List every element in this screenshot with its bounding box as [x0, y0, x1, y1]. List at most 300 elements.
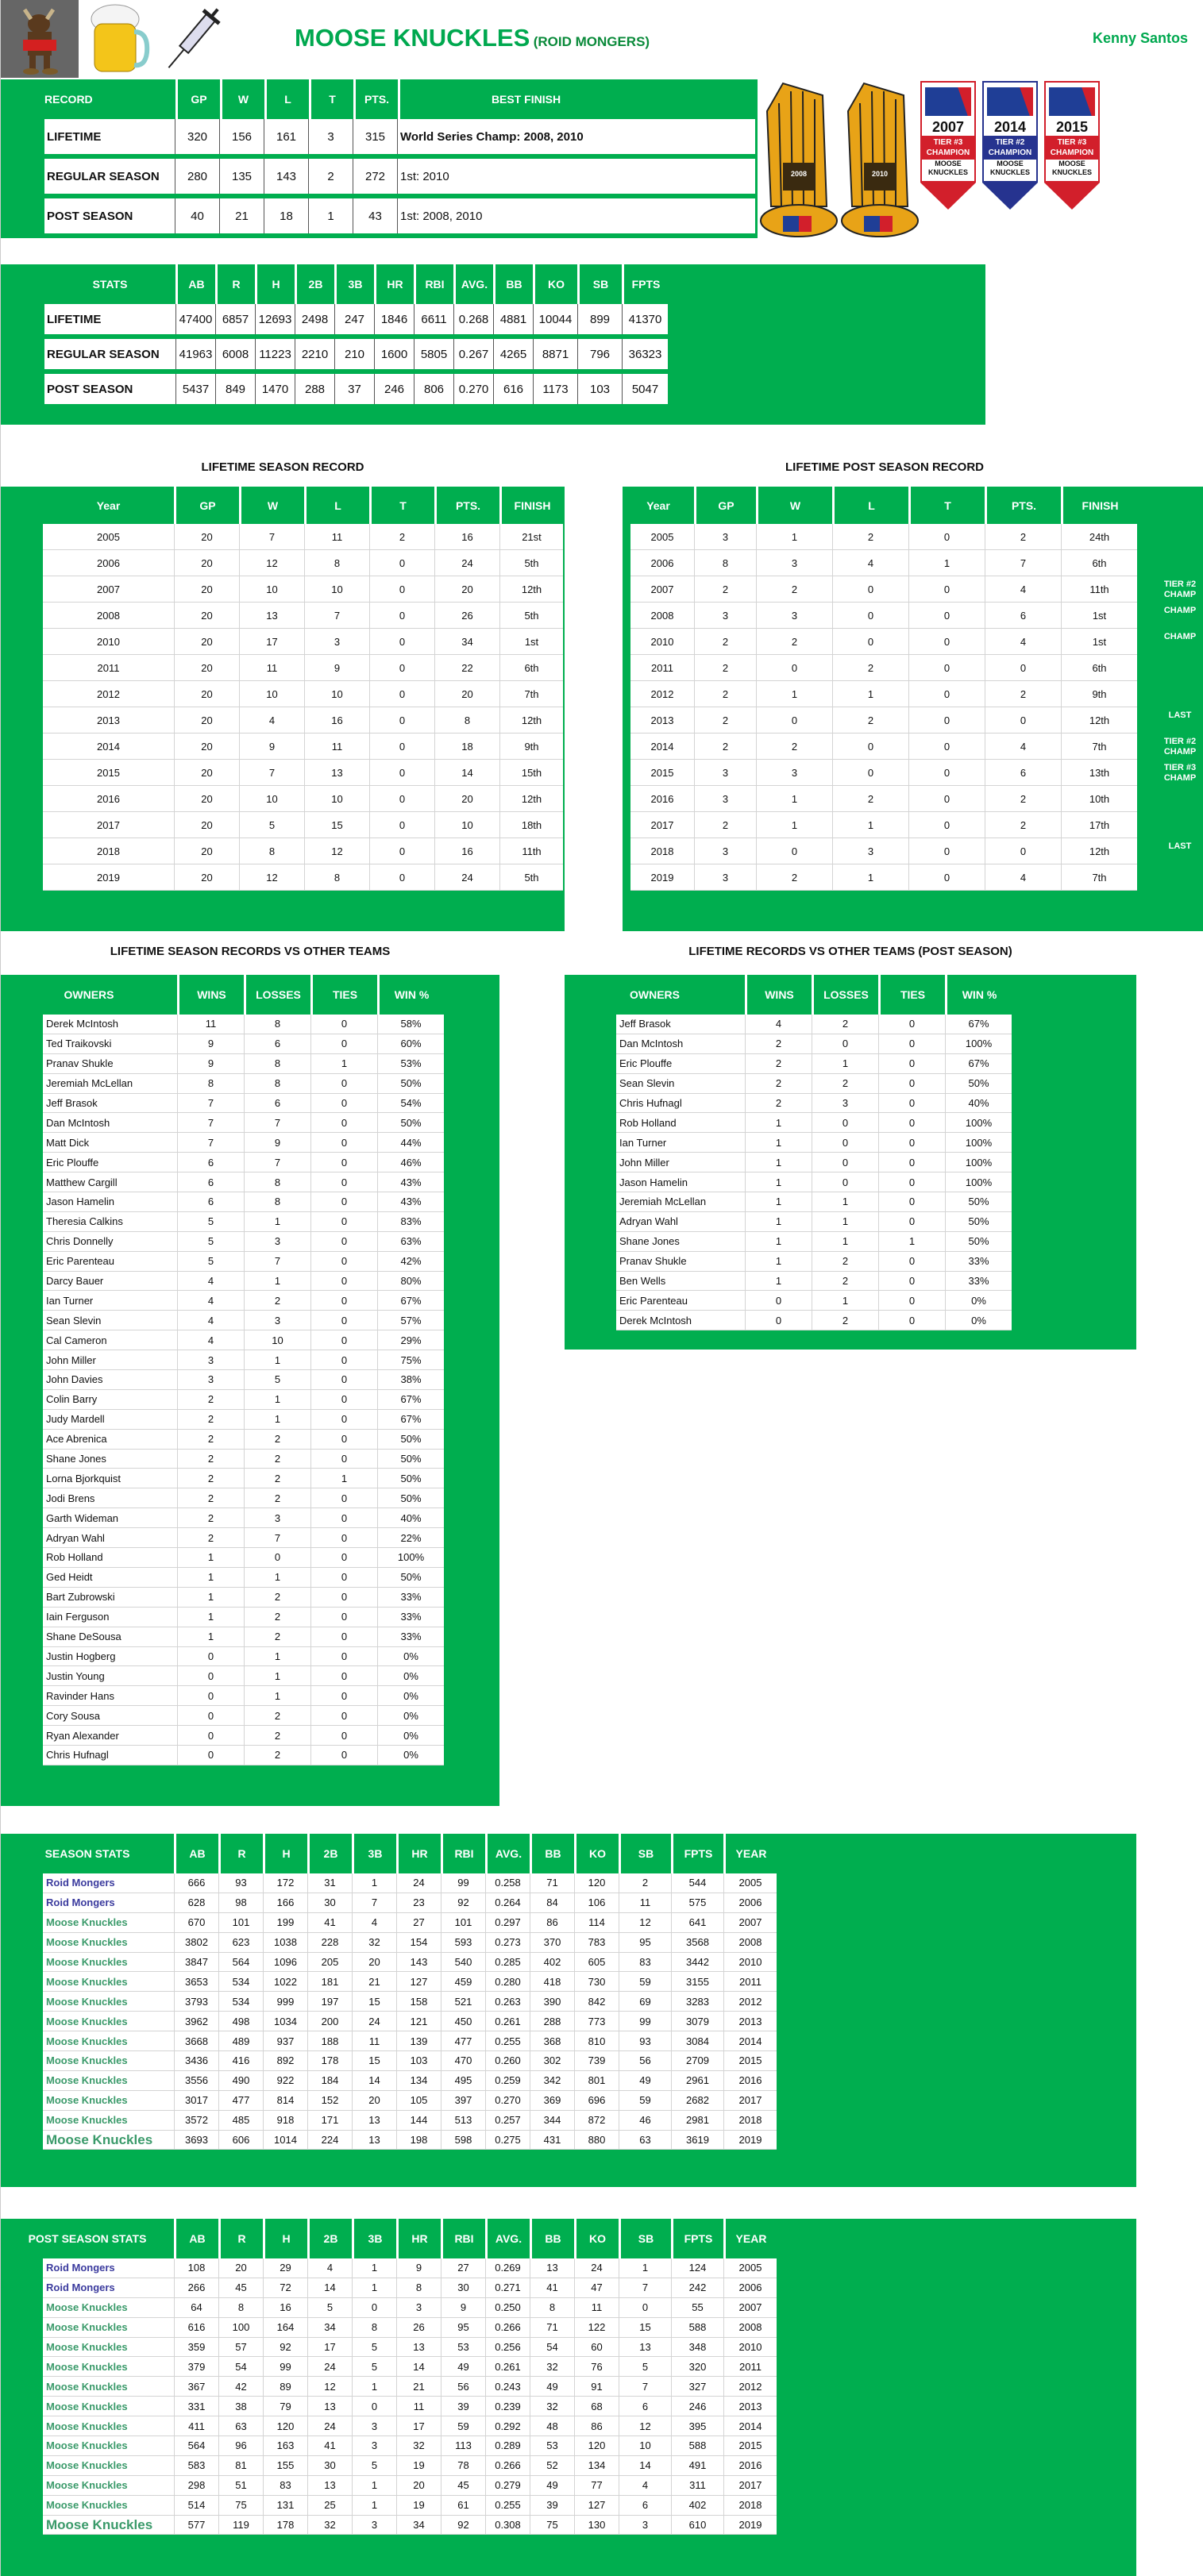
cell: 3	[694, 864, 756, 890]
cell: 1	[244, 1410, 310, 1429]
row-label: Darcy Bauer	[46, 1275, 104, 1288]
cell: 773	[574, 2012, 619, 2031]
cell: 120	[263, 2416, 307, 2435]
table-row	[630, 864, 1137, 891]
cell: 0.239	[485, 2397, 530, 2416]
cell: 5805	[414, 339, 453, 369]
table-row	[43, 1913, 777, 1933]
col-header: FPTS	[622, 264, 668, 304]
table-row	[43, 524, 563, 550]
cell: 13	[307, 2397, 352, 2416]
cell: 2	[832, 524, 908, 549]
cell: 3	[756, 603, 832, 628]
table-row	[43, 550, 563, 576]
cell: 20	[174, 603, 239, 628]
cell: 7	[304, 603, 369, 628]
cell: 796	[577, 339, 622, 369]
cell: 83%	[377, 1212, 444, 1231]
cell: 3	[177, 1370, 244, 1389]
cell: 2006	[723, 2278, 777, 2297]
row-label: 2011	[651, 661, 673, 674]
row-label: 2014	[97, 740, 120, 753]
best-finish: 1st: 2008, 2010	[397, 198, 755, 233]
cell: 96	[218, 2436, 263, 2455]
col-header: H	[263, 2219, 307, 2258]
col-header: L	[264, 79, 309, 119]
cell: 2	[694, 629, 756, 654]
table-row	[43, 603, 563, 629]
row-label: Moose Knuckles	[46, 1936, 128, 1949]
cell: 0	[369, 707, 434, 733]
table-row	[43, 1034, 444, 1054]
cell: 1	[745, 1192, 812, 1211]
cell: 3	[396, 2298, 441, 2317]
cell: 485	[218, 2111, 263, 2130]
cell: 0.289	[485, 2436, 530, 2455]
cell: 29%	[377, 1330, 444, 1350]
cell: 17th	[1061, 812, 1137, 837]
cell: 143	[264, 159, 308, 194]
cell: 0	[310, 1311, 377, 1330]
cell: 3693	[174, 2131, 218, 2150]
table-row	[630, 524, 1137, 550]
cell: 588	[671, 2318, 723, 2337]
cell: 1846	[374, 304, 414, 334]
cell: 49	[530, 2377, 574, 2396]
cell: 2	[694, 734, 756, 759]
cell: 0	[310, 1113, 377, 1132]
cell: 81	[218, 2456, 263, 2475]
cell: 1	[244, 1686, 310, 1705]
cell: 0.263	[485, 1992, 530, 2011]
cell: 75	[530, 2516, 574, 2535]
cell: 19	[396, 2456, 441, 2475]
cell: 0	[908, 734, 985, 759]
table-row	[43, 1094, 444, 1114]
cell: 21st	[499, 524, 563, 549]
cell: 6th	[1061, 550, 1137, 576]
cell: 2008	[723, 2318, 777, 2337]
cell: 20	[174, 786, 239, 811]
cell: 20	[174, 681, 239, 707]
cell: 0.259	[485, 2071, 530, 2090]
row-label: 2015	[97, 766, 120, 779]
cell: 57	[218, 2338, 263, 2357]
cell: 155	[263, 2456, 307, 2475]
row-label: Shane Jones	[619, 1235, 680, 1248]
table-row	[43, 1054, 444, 1074]
table-row	[630, 812, 1137, 838]
row-label: Judy Mardell	[46, 1413, 105, 1426]
cell: 48	[530, 2416, 574, 2435]
cell: 20	[434, 681, 499, 707]
table-row	[43, 1666, 444, 1686]
cell: 13th	[1061, 760, 1137, 785]
cell: 60	[574, 2338, 619, 2357]
table-row	[43, 1588, 444, 1608]
table-row	[43, 1627, 444, 1647]
cell: 3	[832, 838, 908, 864]
table-row	[43, 2031, 777, 2051]
cell: 7	[177, 1133, 244, 1152]
cell: 12th	[1061, 707, 1137, 733]
cell: 2017	[723, 2091, 777, 2110]
cell: 8	[304, 864, 369, 890]
cell: 3619	[671, 2131, 723, 2150]
table-row	[43, 1074, 444, 1094]
cell: 2	[694, 655, 756, 680]
cell: 2	[177, 1450, 244, 1469]
cell: 20	[396, 2476, 441, 2495]
cell: 16	[434, 524, 499, 549]
cell: 514	[174, 2496, 218, 2515]
cell: 83	[619, 1953, 671, 1972]
cell: 0	[310, 1746, 377, 1765]
team-name: MOOSE KNUCKLES	[295, 24, 530, 52]
cell: 575	[671, 1893, 723, 1912]
cell: 521	[441, 1992, 485, 2011]
cell: 0.260	[485, 2051, 530, 2070]
finish-note: LAST	[584, 815, 608, 825]
row-label: Jodi Brens	[46, 1492, 95, 1504]
cell: 3283	[671, 1992, 723, 2011]
cell: 1	[756, 681, 832, 707]
cell: 490	[218, 2071, 263, 2090]
cell: 0%	[377, 1666, 444, 1685]
cell: 2013	[723, 2397, 777, 2416]
cell: 17	[396, 2416, 441, 2435]
cell: 302	[530, 2051, 574, 2070]
season-stats-rows	[43, 1873, 777, 2150]
finish-note: CHAMP	[1163, 606, 1197, 615]
cell: 2	[745, 1094, 812, 1113]
cell: 4	[985, 629, 1061, 654]
cell: 801	[574, 2071, 619, 2090]
lifetime-post-rows	[630, 524, 1137, 891]
cell: 4	[177, 1291, 244, 1310]
cell: 8	[244, 1192, 310, 1211]
cell: 616	[174, 2318, 218, 2337]
banner-team: KNUCKLES	[927, 168, 968, 176]
cell: 14	[434, 760, 499, 785]
cell: 0	[908, 838, 985, 864]
cell: 0	[878, 1311, 945, 1330]
cell: 1	[619, 2258, 671, 2278]
col-header: GP	[694, 487, 756, 524]
cell: 0	[369, 838, 434, 864]
table-row	[43, 1153, 444, 1172]
cell: 2016	[723, 2456, 777, 2475]
row-label: Roid Mongers	[46, 1896, 115, 1909]
row-label: 2008	[97, 609, 120, 622]
cell: 2961	[671, 2071, 723, 2090]
col-header: YEAR	[723, 1834, 777, 1873]
row-label: Iain Ferguson	[46, 1611, 110, 1623]
table-row	[44, 374, 668, 409]
post-season-stats-header	[1, 2219, 777, 2258]
table-row	[43, 1488, 444, 1508]
col-header: FPTS	[671, 1834, 723, 1873]
table-row	[43, 2012, 777, 2031]
cell: 3017	[174, 2091, 218, 2110]
col-header: GP	[175, 79, 220, 119]
cell: 59	[441, 2416, 485, 2435]
col-header: SB	[577, 264, 622, 304]
cell: 144	[396, 2111, 441, 2130]
cell: 0	[177, 1726, 244, 1745]
cell: 892	[263, 2051, 307, 2070]
cell: 0.271	[485, 2278, 530, 2297]
table-row	[43, 1330, 444, 1350]
cell: 0.285	[485, 1953, 530, 1972]
cell: 0	[369, 734, 434, 759]
cell: 172	[263, 1873, 307, 1893]
cell: 21	[352, 1972, 396, 1991]
cell: 98	[218, 1893, 263, 1912]
cell: 1	[352, 1873, 396, 1893]
cell: 605	[574, 1953, 619, 1972]
cell: 2006	[723, 1893, 777, 1912]
cell: 0.256	[485, 2338, 530, 2357]
row-label: Matt Dick	[46, 1136, 90, 1149]
cell: 783	[574, 1933, 619, 1952]
cell: 470	[441, 2051, 485, 2070]
cell: 32	[530, 2397, 574, 2416]
cell: 0	[369, 603, 434, 628]
cell: 2012	[723, 2377, 777, 2396]
table-row	[43, 1528, 444, 1548]
cell: 11	[574, 2298, 619, 2317]
cell: 1	[244, 1647, 310, 1666]
cell: 0	[812, 1133, 878, 1152]
row-label: Moose Knuckles	[46, 2114, 128, 2127]
col-header: RBI	[441, 1834, 485, 1873]
row-label: Sean Slevin	[619, 1077, 675, 1090]
table-row	[43, 1350, 444, 1370]
cell: 95	[619, 1933, 671, 1952]
table-row	[43, 2318, 777, 2338]
cell: 0	[878, 1252, 945, 1271]
table-row	[43, 1647, 444, 1667]
col-header: AB	[174, 1834, 218, 1873]
col-header: WINS	[177, 975, 244, 1015]
cell: 2	[244, 1469, 310, 1488]
cell: 24	[434, 550, 499, 576]
cell: 0	[878, 1074, 945, 1093]
cell: 2015	[723, 2051, 777, 2070]
row-label: Cal Cameron	[46, 1334, 107, 1346]
cell: 1	[908, 550, 985, 576]
cell: 13	[619, 2338, 671, 2357]
row-label: Roid Mongers	[46, 2281, 115, 2294]
cell: 5	[177, 1232, 244, 1251]
cell: 899	[577, 304, 622, 334]
row-label: Jeff Brasok	[46, 1097, 98, 1109]
cell: 78	[441, 2456, 485, 2475]
cell: 29	[263, 2258, 307, 2278]
cell: 2	[812, 1252, 878, 1271]
cell: 0	[177, 1706, 244, 1725]
row-label: 2010	[97, 635, 120, 648]
cell: 61	[441, 2496, 485, 2515]
table-row	[43, 1706, 444, 1726]
cell: 1	[244, 1350, 310, 1369]
cell: 63	[218, 2416, 263, 2435]
cell: 2	[985, 786, 1061, 811]
banner-team: KNUCKLES	[989, 168, 1030, 176]
cell: 8	[244, 1074, 310, 1093]
cell: 33%	[945, 1272, 1012, 1291]
table-row	[43, 2131, 777, 2151]
cell: 80%	[377, 1272, 444, 1291]
cell: 2010	[723, 2338, 777, 2357]
table-row	[44, 198, 755, 238]
cell: 67%	[945, 1054, 1012, 1073]
table-row	[43, 1746, 444, 1765]
cell: 2498	[295, 304, 334, 334]
row-label: Moose Knuckles	[46, 1995, 128, 2008]
cell: 39	[530, 2496, 574, 2515]
cell: 0	[369, 550, 434, 576]
table-row	[616, 1054, 1012, 1074]
cell: 806	[414, 374, 453, 404]
table-row	[43, 681, 563, 707]
cell: 4881	[493, 304, 533, 334]
cell: 7	[239, 760, 304, 785]
cell: 402	[671, 2496, 723, 2515]
stats-rows	[44, 304, 668, 409]
cell: 15	[619, 2318, 671, 2337]
cell: 0	[878, 1192, 945, 1211]
cell: 103	[396, 2051, 441, 2070]
cell: 14	[619, 2456, 671, 2475]
row-label: Moose Knuckles	[46, 2400, 128, 2412]
table-row	[43, 1311, 444, 1330]
cell: 0	[310, 1350, 377, 1369]
cell: 7	[244, 1252, 310, 1271]
cell: 27	[441, 2258, 485, 2278]
cell: 6	[619, 2496, 671, 2515]
cell: 30	[307, 1893, 352, 1912]
col-header: HR	[396, 2219, 441, 2258]
col-header: RECORD	[44, 93, 93, 106]
cell: 0	[310, 1706, 377, 1725]
table-row	[43, 2377, 777, 2397]
cell: 50%	[377, 1074, 444, 1093]
cell: 2018	[723, 2111, 777, 2130]
cell: 327	[671, 2377, 723, 2396]
table-row	[43, 838, 563, 864]
cell: 477	[218, 2091, 263, 2110]
cell: 1	[745, 1212, 812, 1231]
cell: 0	[352, 2298, 396, 2317]
row-label: Moose Knuckles	[46, 2479, 128, 2492]
cell: 10	[434, 812, 499, 837]
cell: 320	[671, 2357, 723, 2376]
cell: 49	[530, 2476, 574, 2495]
cell: 0	[832, 576, 908, 602]
syringe-icon	[156, 2, 228, 78]
row-label: 2006	[650, 556, 674, 569]
col-header: Year	[96, 499, 121, 512]
cell: 3	[308, 119, 353, 154]
cell: 11	[304, 734, 369, 759]
cell: 7th	[499, 681, 563, 707]
cell: 540	[441, 1953, 485, 1972]
cell: 12	[239, 864, 304, 890]
row-label: Pranav Shukle	[46, 1057, 114, 1070]
cell: 0.250	[485, 2298, 530, 2317]
cell: 2	[694, 576, 756, 602]
svg-text:2010: 2010	[871, 170, 889, 178]
team-alt-name: (ROID MONGERS)	[533, 34, 650, 49]
cell: 0	[908, 603, 985, 628]
cell: 3	[756, 760, 832, 785]
cell: 4	[177, 1330, 244, 1350]
cell: 431	[530, 2131, 574, 2150]
cell: 92	[441, 2516, 485, 2535]
row-label: Chris Hufnagl	[46, 1749, 109, 1762]
cell: 0	[369, 786, 434, 811]
cell: 0.270	[485, 2091, 530, 2110]
cell: 641	[671, 1913, 723, 1932]
cell: 999	[263, 1992, 307, 2011]
cell: 32	[352, 1933, 396, 1952]
cell: 2	[619, 1873, 671, 1893]
col-header: 3B	[352, 1834, 396, 1873]
cell: 56	[619, 2051, 671, 2070]
cell: 76	[574, 2357, 619, 2376]
cell: 0	[310, 1608, 377, 1627]
row-label: Justin Young	[46, 1669, 105, 1682]
svg-text:2008: 2008	[790, 170, 808, 178]
cell: 3436	[174, 2051, 218, 2070]
table-row	[630, 629, 1137, 655]
cell: 1	[352, 2377, 396, 2396]
cell: 34	[396, 2516, 441, 2535]
cell: 99	[441, 1873, 485, 1893]
cell: 67%	[945, 1015, 1012, 1034]
cell: 178	[263, 2516, 307, 2535]
cell: 4	[619, 2476, 671, 2495]
cell: 1	[832, 681, 908, 707]
row-label: 2018	[97, 845, 120, 857]
moose-mascot-icon	[1, 0, 79, 78]
cell: 4	[832, 550, 908, 576]
cell: 1	[745, 1252, 812, 1271]
cell: 2	[832, 707, 908, 733]
cell: 0	[878, 1153, 945, 1172]
cell: 0	[310, 1568, 377, 1587]
cell: 6th	[1061, 655, 1137, 680]
cell: 20	[174, 707, 239, 733]
season-stats-header	[1, 1834, 777, 1873]
table-row	[630, 550, 1137, 576]
cell: 103	[577, 374, 622, 404]
cell: 1	[812, 1054, 878, 1073]
section-title: LIFETIME SEASON RECORDS VS OTHER TEAMS	[110, 945, 391, 958]
cell: 16	[434, 838, 499, 864]
table-row	[43, 2111, 777, 2131]
cell: 33%	[377, 1588, 444, 1607]
cell: 1	[745, 1133, 812, 1152]
cell: 20	[174, 524, 239, 549]
cell: 1	[812, 1192, 878, 1211]
cell: 53%	[377, 1054, 444, 1073]
row-label: 2019	[97, 871, 120, 884]
cell: 152	[307, 2091, 352, 2110]
cell: 0	[878, 1034, 945, 1053]
